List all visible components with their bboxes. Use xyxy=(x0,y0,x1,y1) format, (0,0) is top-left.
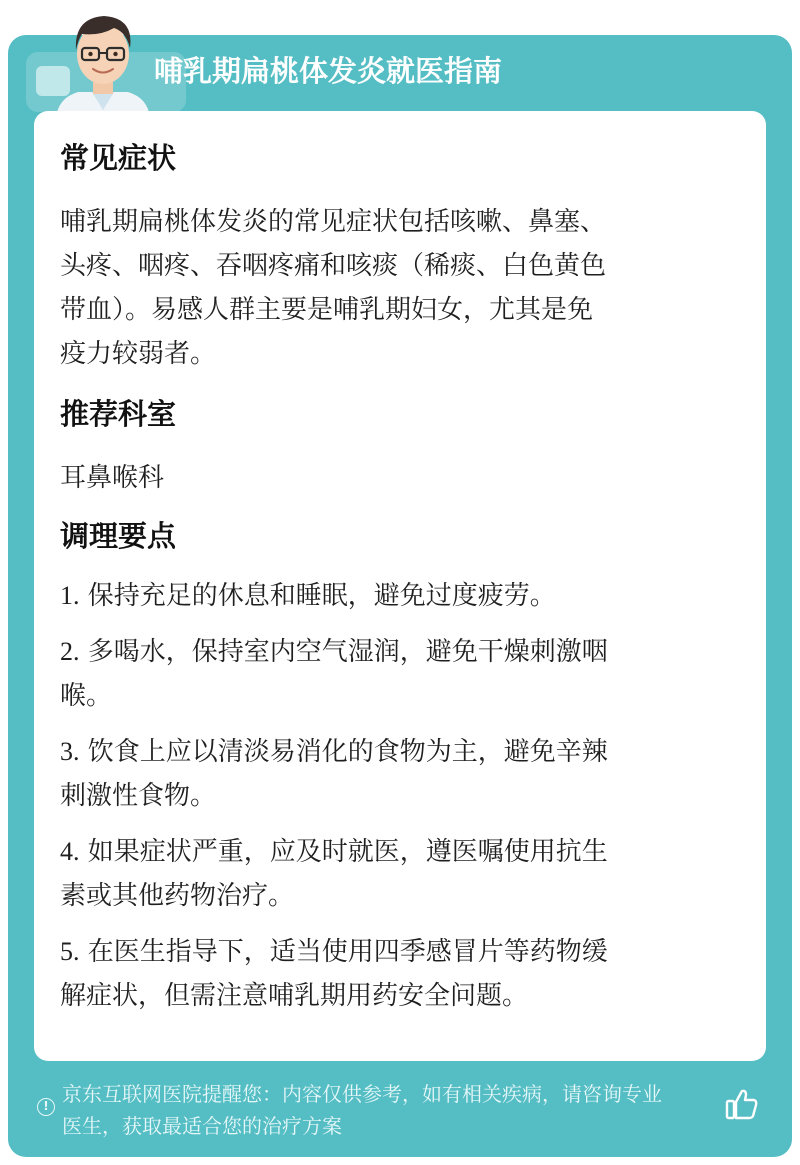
list-item-number: 4. xyxy=(60,837,80,866)
disclaimer xyxy=(62,1078,728,1142)
list-item xyxy=(60,930,740,1018)
list-item-text: 如果症状严重，应及时就医，遵医嘱使用抗生 xyxy=(87,837,608,867)
list-item xyxy=(60,630,740,718)
section-heading-care: 调理要点 xyxy=(60,519,177,553)
card-content xyxy=(60,136,740,1018)
department-text: 耳鼻喉科 xyxy=(60,463,165,493)
list-item-text: 饮食上应以清淡易消化的食物为主，避免辛辣 xyxy=(87,737,608,767)
symptoms-text-line: 疫力较弱者。 xyxy=(60,339,217,369)
list-item-text: 解症状，但需注意哺乳期用药安全问题。 xyxy=(60,981,529,1011)
care-list xyxy=(60,574,740,1018)
disclaimer-line: 京东互联网医院提醒您：内容仅供参考，如有相关疾病，请咨询专业 xyxy=(62,1082,662,1106)
list-item xyxy=(60,830,740,918)
info-icon: ! xyxy=(37,1098,55,1116)
list-item-number: 1. xyxy=(60,581,80,610)
symptoms-text-line: 哺乳期扁桃体发炎的常见症状包括咳嗽、鼻塞、 xyxy=(60,207,607,237)
list-item-number: 2. xyxy=(60,637,80,666)
list-item-text: 喉。 xyxy=(60,681,113,711)
list-item-text: 刺激性食物。 xyxy=(60,781,217,811)
section-heading-symptoms: 常见症状 xyxy=(60,141,177,175)
page-title: 哺乳期扁桃体发炎就医指南 xyxy=(154,54,503,88)
section-heading-department: 推荐科室 xyxy=(60,397,177,431)
list-item-text: 在医生指导下，适当使用四季感冒片等药物缓 xyxy=(87,937,608,967)
symptoms-text-line: 头疼、咽疼、吞咽疼痛和咳痰（稀痰、白色黄色 xyxy=(60,251,607,281)
list-item-text: 素或其他药物治疗。 xyxy=(60,881,295,911)
list-item-text: 保持充足的休息和睡眠，避免过度疲劳。 xyxy=(87,581,556,611)
thumbs-up-icon[interactable] xyxy=(724,1086,760,1122)
doctor-avatar xyxy=(48,6,158,118)
symptoms-text-line: 带血）。易感人群主要是哺乳期妇女，尤其是免 xyxy=(60,295,594,325)
list-item-number: 3. xyxy=(60,737,80,766)
list-item xyxy=(60,574,740,618)
list-item-text: 多喝水，保持室内空气湿润，避免干燥刺激咽 xyxy=(87,637,608,667)
list-item xyxy=(60,730,740,818)
list-item-number: 5. xyxy=(60,937,80,966)
disclaimer-line: 医生，获取最适合您的治疗方案 xyxy=(62,1114,342,1138)
